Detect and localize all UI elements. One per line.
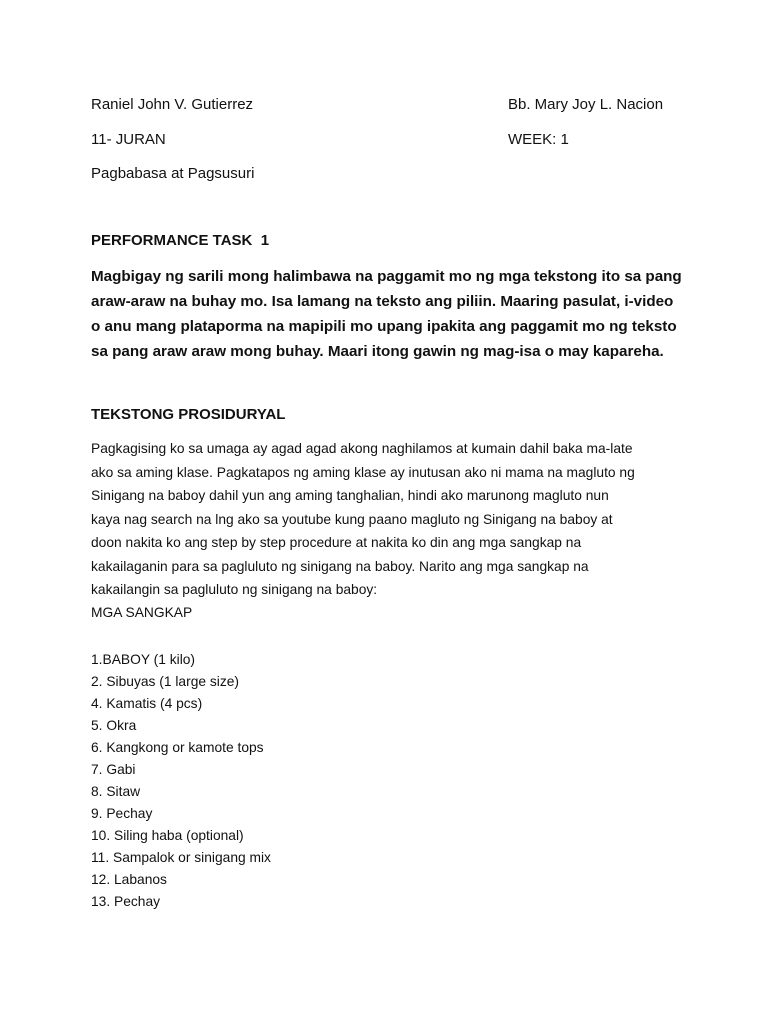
story-paragraph: [91, 437, 691, 602]
paragraph-line: kaya nag search na lng ako sa youtube kung paano magluto ng Sinigang na baboy at: [91, 511, 613, 527]
ingredient-item: 7. Gabi: [91, 762, 136, 777]
task-title: PERFORMANCE TASK 1: [91, 232, 270, 249]
ingredient-item: 4. Kamatis (4 pcs): [91, 696, 203, 711]
ingredient-item: 8. Sitaw: [91, 784, 141, 799]
ingredient-item: 12. Labanos: [91, 872, 167, 887]
ingredient-item: 9. Pechay: [91, 806, 153, 821]
class-section: 11- JURAN: [91, 131, 166, 148]
task-instructions: [91, 264, 681, 364]
ingredient-item: 2. Sibuyas (1 large size): [91, 674, 239, 689]
ingredient-item: 13. Pechay: [91, 894, 161, 909]
ingredient-item: 10. Siling haba (optional): [91, 828, 244, 843]
subject-label: Pagbabasa at Pagsusuri: [91, 165, 255, 182]
ingredient-item: 5. Okra: [91, 718, 137, 733]
task-instruction-line: araw-araw na buhay mo. Isa lamang na teksto ang piliin. Maaring pasulat, i-video: [91, 293, 674, 310]
ingredient-item: 1.BABOY (1 kilo): [91, 652, 196, 667]
ingredient-item: 6. Kangkong or kamote tops: [91, 740, 264, 755]
student-name: Raniel John V. Gutierrez: [91, 96, 254, 113]
paragraph-line: kakailangin sa pagluluto ng sinigang na baboy:: [91, 582, 378, 597]
paragraph-line: Sinigang na baboy dahil yun ang aming tanghalian, hindi ako marunong magluto nun: [91, 488, 609, 503]
week-label: WEEK: 1: [508, 131, 569, 148]
ingredients-heading: MGA SANGKAP: [91, 605, 193, 620]
task-instruction-line: o anu mang plataporma na mapipili mo upang ipakita ang paggamit mo ng teksto: [91, 318, 677, 335]
ingredient-item: 11. Sampalok or sinigang mix: [91, 850, 271, 865]
section-title: TEKSTONG PROSIDURYAL: [91, 406, 286, 423]
paragraph-line: doon nakita ko ang step by step procedure at nakita ko din ang mga sangkap na: [91, 535, 582, 550]
paragraph-line: kakailaganin para sa pagluluto ng sinigang na baboy. Narito ang mga sangkap na: [91, 558, 589, 574]
ingredients-list: [91, 649, 271, 913]
teacher-name: Bb. Mary Joy L. Nacion: [508, 96, 664, 113]
paragraph-line: Pagkagising ko sa umaga ay agad agad akong naghilamos at kumain dahil baka ma-late: [91, 441, 633, 456]
paragraph-line: ako sa aming klase. Pagkatapos ng aming klase ay inutusan ako ni mama na magluto ng: [91, 464, 635, 480]
task-instruction-line: Magbigay ng sarili mong halimbawa na paggamit mo ng mga tekstong ito sa pang: [91, 268, 682, 285]
task-instruction-line: sa pang araw araw mong buhay. Maari itong gawin ng mag-isa o may kapareha.: [91, 343, 664, 360]
